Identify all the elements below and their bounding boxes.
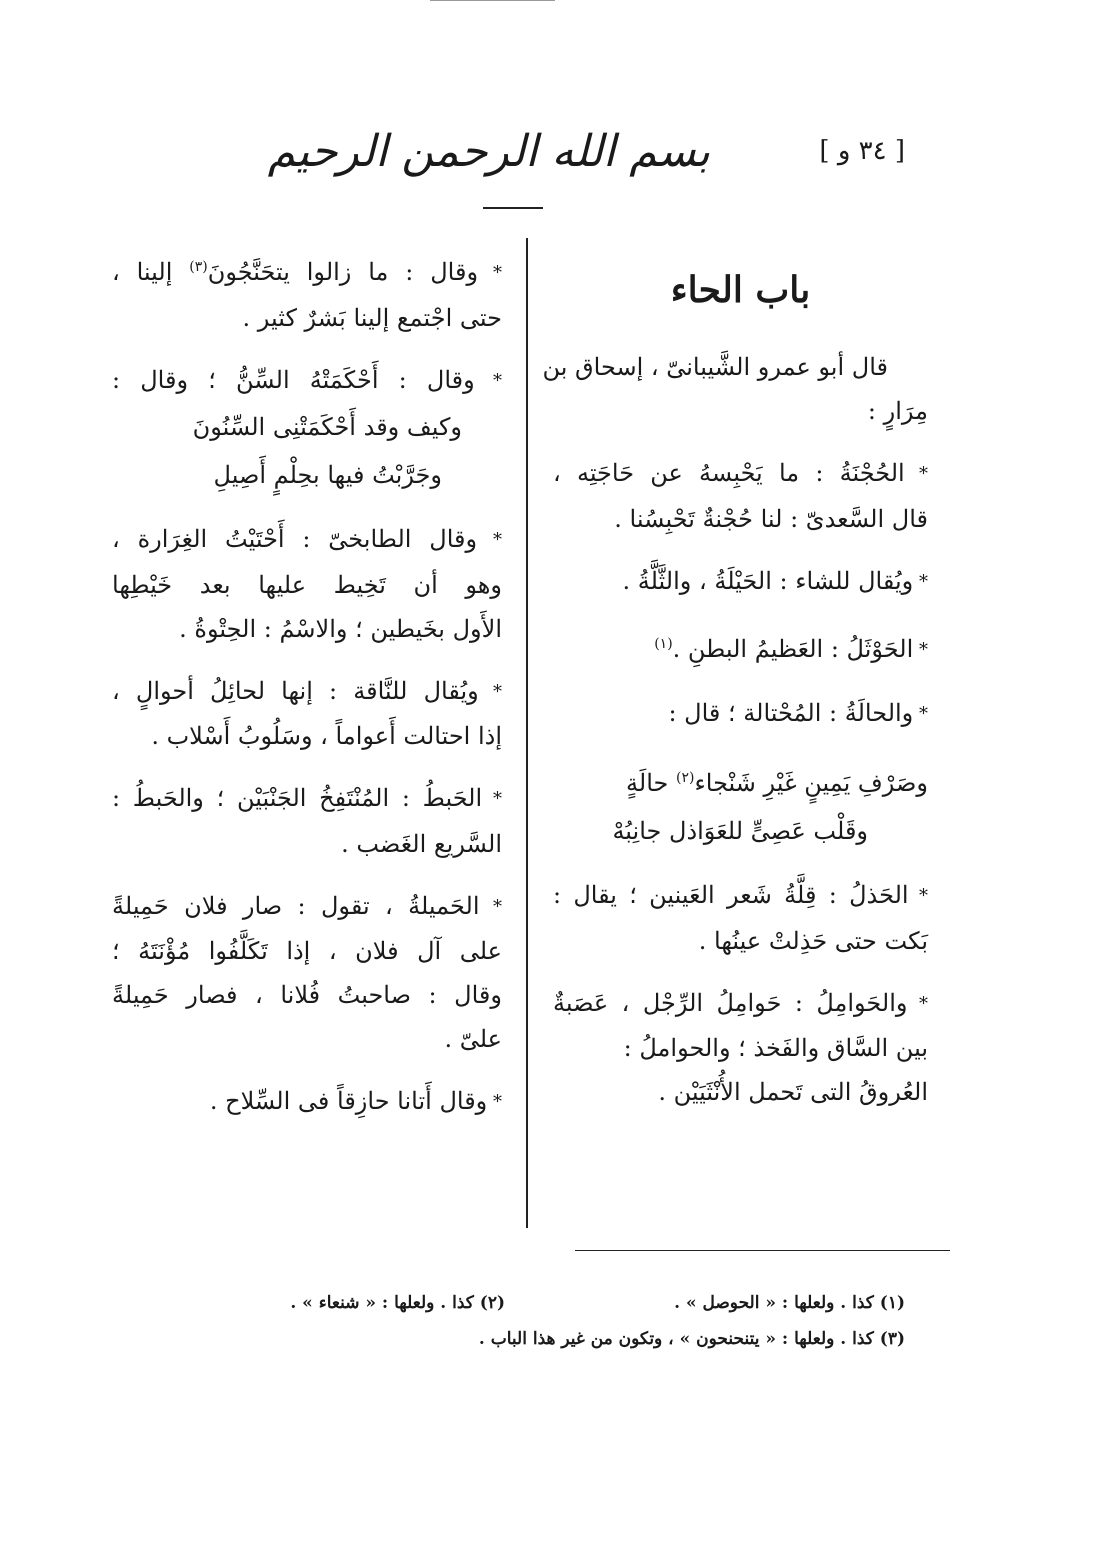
footnote-ref: (١) [654,636,673,652]
footnote-row [165,1285,905,1321]
asterisk-marker: * [482,788,502,810]
column-divider [526,238,528,1228]
entry [112,669,502,759]
text-line [112,358,502,404]
text-line [553,873,928,919]
asterisk-marker: * [477,529,502,551]
entry [112,1079,502,1125]
entry [553,981,928,1115]
asterisk-marker: * [487,1091,502,1113]
entry-text: الحَذلُ : قِلَّةُ شَعر العَينين ؛ يقال : [553,881,909,909]
entry [112,884,502,1062]
text-line: على آل فلان ، إذا تَكَلَّفُوا مُؤْنَتَهُ ؛ [112,937,502,965]
text-line: بَكت حتى حَذِلتْ عينُها . [698,926,928,955]
basmala: بسم الله الرحمن الرحيم [267,126,710,177]
footnote-2: (٢) كذا . ولعلها : « شنعاء » . [290,1293,505,1313]
asterisk-marker: * [904,463,928,485]
asterisk-marker: * [478,262,502,284]
entry-text: ويُقال للشاء : الحَيْلَةُ ، والثَّلَّةُ . [622,566,914,595]
entry-text: الحَبطُ : المُنْتَفِخُ الجَنْبَيْن ؛ والحَبطُ : [112,784,483,812]
footnote-rule [575,1250,950,1251]
entry-text: وقال : أَحْكَمَتْهُ السِّنُّ ؛ وقال : [112,365,475,394]
text-line: وقال : صاحبتُ فُلانا ، فصار حَمِيلةً [112,981,502,1009]
footnote-row [165,1321,905,1357]
entry [553,559,928,605]
verse-line: وكيف وقد أَحْكَمَتْنِى السِّنُونَ [192,413,462,441]
entry [112,776,502,866]
entry-text: وقال : ما زالوا يتحَنَّجُونَ [207,258,479,286]
text-line: علىّ . [444,1025,502,1053]
entry [553,873,928,963]
chapter-title: باب الحاء [670,269,811,311]
verse-text: حالَةٍ [626,769,669,797]
entry-text: الحَميلةُ ، تقول : صار فلان حَمِيلةً [112,891,480,920]
verse [553,754,928,855]
entry-text: الحَوْثَلُ : العَظيمُ البطنِ . [672,635,914,663]
text-line [553,451,928,497]
footnote-ref: (٣) [189,259,208,275]
asterisk-marker: * [478,681,502,702]
entry-text: ويُقال للنَّاقة : إنها لحائِلُ أحوالٍ ، [112,676,479,705]
text-line: قال أبو عمرو الشَّيبانىّ ، إسحاق بن [542,353,888,381]
asterisk-marker: * [479,896,502,917]
text-line [553,691,928,737]
asterisk-marker: * [908,885,928,907]
entry-text: إلينا ، [112,258,173,286]
entry-text: والحَوامِلُ : حَوامِلُ الرِّجْل ، عَصَبةٌ [553,988,908,1017]
text-line: وهو أن تَخِيط عليها بعد خَيْطِها [112,570,502,599]
entry [112,358,502,500]
text-line: السَّريع الغَضب . [341,829,502,858]
text-line [553,622,928,673]
text-line [112,884,502,930]
text-line [112,517,502,563]
asterisk-marker: * [913,639,928,661]
text-line [553,559,928,605]
verse-line: وقَلْب عَصِىٍّ للعَوَاذل جانِبُهْ [612,817,868,845]
intro-paragraph [542,345,928,433]
asterisk-marker: * [913,703,928,724]
footnote-ref: (٢) [676,770,695,786]
asterisk-marker: * [907,993,928,1014]
footnotes [165,1285,905,1357]
text-line [112,245,502,296]
entry-text: والحالَةُ : المُحْتالة ؛ قال : [668,698,914,727]
entry [553,622,928,673]
right-column [542,245,928,1132]
folio-number: [ ٣٤ و ] [819,136,905,166]
left-column [112,245,502,1143]
text-line [553,981,928,1027]
text-line: العُروقُ التى تَحمل الأُنْثَيَيْن . [658,1078,928,1106]
text-line [112,776,502,822]
entry-text: وقال الطابخىّ : أَحْتَيْتُ الغِرَارة ، [112,525,478,553]
text-line: حتى اجْتمع إلينا بَشرٌ كثير . [242,303,502,332]
page-header [0,118,1103,198]
verse-text: وصَرْفِ يَمِينٍ غَيْرِ شَنْجاء [694,769,928,797]
verse-line [553,754,928,807]
entry [112,517,502,651]
entry-text: وقال أَتانا حازِقاً فى السِّلاح . [209,1087,488,1115]
footnote-1: (١) كذا . ولعلها : « الحوصل » . [674,1293,905,1313]
entry [553,451,928,541]
text-line [112,1079,502,1125]
text-line [112,669,502,715]
entry [553,691,928,737]
entry-text: الحُجْنَةُ : ما يَحْبِسهُ عن حَاجَتِه ، [553,459,905,487]
text-line: قال السَّعدىّ : لنا حُجْنةٌ تَحْبِسُنا . [614,504,928,533]
asterisk-marker: * [913,571,928,592]
header-rule [483,207,543,209]
text-line: إذا احتالت أَعواماً ، وسَلُوبُ أَسْلاب . [151,722,502,750]
text-line: مِرَارٍ : [867,397,928,425]
asterisk-marker: * [474,370,502,391]
text-line: بين السَّاق والفَخذ ؛ والحواملُ : [623,1034,928,1062]
verse-line: وجَرَّبْتُ فيها بحِلْمٍ أَصِيلِ [213,461,442,489]
footnote-3: (٣) كذا . ولعلها : « يتنحنحون » ، وتكون من غير هذا الباب . [478,1329,905,1349]
text-line: الأَول بخَيطين ؛ والاسْمُ : الحِتْوةُ . [179,614,502,643]
top-rule [430,0,555,1]
entry [112,245,502,340]
